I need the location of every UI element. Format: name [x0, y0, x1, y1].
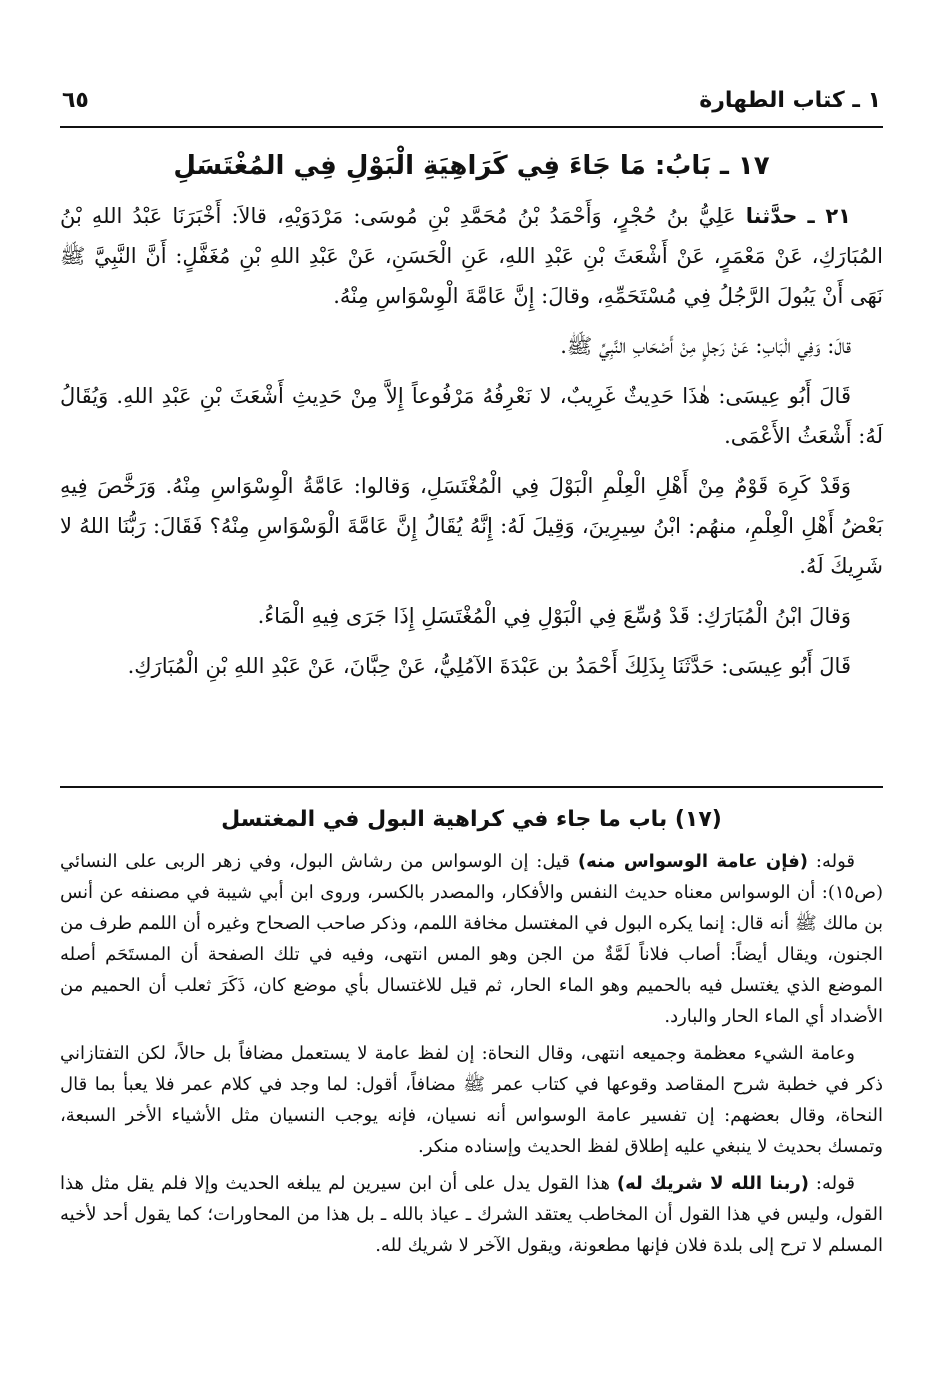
hadith-text: عَلِيُّ بنُ حُجْرٍ، وَأَحْمَدُ بْنُ مُحَمَّدِ بْنِ مُوسَى: مَرْدَوَيْهِ، قالاَ: أَخْبَرَنَا عَبْدُ اللهِ بْنُ المُبَارَكِ، عَنْ مَعْمَرٍ، عَنْ أَشْعَثَ بْنِ عَبْدِ اللهِ، عَنِ الْحَسَنِ، عَنْ عَبْدِ اللهِ بْنِ مُغَفَّلٍ: أَنَّ النَّبِيَّ ﷺ نَهَى أَنْ يَبُولَ الرَّجُلُ فِي مُسْتَحَمِّهِ، وقالَ: إِنَّ عَامَّةَ الْوِسْوَاسِ مِنْهُ. — [60, 204, 883, 308]
commentary-title: (١٧) باب ما جاء في كراهية البول في المغتسل — [221, 807, 722, 832]
commentary-lead: قوله: — [815, 1173, 855, 1194]
page-header — [62, 80, 881, 120]
commentary-divider — [60, 786, 883, 788]
commentary-text — [60, 846, 883, 1267]
commentary-paragraph-1 — [60, 846, 883, 1032]
hadith-paragraph — [60, 196, 883, 316]
paragraph-ibn-mubarak: وَقالَ ابْنُ الْمُبَارَكِ: قَدْ وُسِّعَ فِي الْبَوْلِ فِي الْمُغْتَسَلِ إِذَا جَرَى فِيهِ الْمَاءُ. — [257, 604, 851, 628]
paragraph-scholars: وَقَدْ كَرِهَ قَوْمٌ مِنْ أَهْلِ الْعِلْمِ الْبَوْلَ فِي الْمُغْتَسَلِ، وَقالوا: عَامَّةُ الْوِسْوَاسِ مِنْهُ. وَرَخَّصَ فِيهِ بَعْضُ أَهْلِ الْعِلْمِ، منهُم: ابْنُ سِيرِينَ، وَقِيلَ لَهُ: إِنَّهُ يُقَالُ إِنَّ عَامَّةَ الْوَسْوَاسِ مِنْهُ؟ فَقَالَ: رَبُّنَا اللهُ لا شَرِيكَ لَهُ. — [60, 474, 883, 578]
commentary-paragraph-3 — [60, 1168, 883, 1261]
page-number: ٦٥ — [62, 87, 89, 113]
commentary-paragraph-2: وعامة الشيء معظمة وجميعه انتهى، وقال النحاة: إن لفظ عامة لا يستعمل مضافاً بل حالاً، لكن التفتازاني ذكر في خطبة شرح المقاصد وقوعها في كتاب عمر ﷺ مضافاً، أقول: لما وجد في كلام عمر فلا يعبأ بما قال النحاة، وقال بعضهم: إن تفسير عامة الوسواس أنه نسيان، فإنه يوجب النسيان مثل الأشياء الأخر السبعة، وتمسك بحديث لا ينبغي عليه إطلاق لفظ الحديث وإسناده منكر. — [60, 1043, 883, 1157]
commentary-quote: (ربنا الله لا شريك له) — [616, 1173, 809, 1194]
header-divider — [60, 126, 883, 128]
commentary-body: قيل: إن الوسواس من رشاش البول، وفي زهر الربى على النسائي (ص١٥): أن الوسواس معناه حديث النفس والأفكار، والمصدر بالكسر، وروى ابن أبي شيبة في مصنفه عن أنس بن مالك ﷺ أنه قال: إنما يكره البول في المغتسل مخافة اللمم، وذكر صاحب الصحاح وغيره أن اللمم طرف من الجنون، ويقال أيضاً: أصاب فلاناً لَمَّةٌ من الجن وهو المس انتهى، وفيه في تلك الصفحة أن المستَحَم أصله الموضع الذي يغتسل فيه بالحميم وهو الماء الحار، ثم قيل للاغتسال بأي موضع كان، ذَكَرَ ثعلب أن الحميم من الأضداد أي الماء الحار والبارد. — [60, 851, 883, 1027]
commentary-lead: قوله: — [815, 851, 855, 872]
commentary-body: هذا القول يدل على أن ابن سيرين لم يبلغه الحديث وإلا فلم يقل مثل هذا القول، وليس في هذا القول أن المخاطب يعتقد الشرك ـ عياذ بالله ـ بل هذا من المحاورات؛ كما يقول أحد لأخيه المسلم لا ترح إلى بلدة فلان فإنها مطعونة، ويقول الآخر لا شريك لله. — [60, 1173, 883, 1256]
commentary-quote: (فإن عامة الوسواس منه) — [577, 851, 809, 872]
paragraph-bab: قالَ: وَفِي الْبَابِ: عَنْ رَجلٍ مِنْ أَصْحَابِ النَّبِيِّ ﷺ. — [560, 334, 851, 358]
hadith-lead: حدَّثنا — [745, 204, 798, 228]
hadith-number: ٢١ ـ — [807, 204, 851, 228]
paragraph-abu-isa-1: قَالَ أَبُو عِيسَى: هٰذَا حَدِيثٌ غَرِيبٌ، لا نَعْرِفُهُ مَرْفُوعاً إِلاَّ مِنْ حَدِيثِ أَشْعَثَ بْنِ عَبْدِ اللهِ. وَيُقَالُ لَهُ: أَشْعَثُ الأَعْمَى. — [60, 384, 883, 448]
main-text — [60, 196, 883, 696]
paragraph-abu-isa-2: قَالَ أَبُو عِيسَى: حَدَّثَنَا بِذَلِكَ أَحْمَدُ بن عَبْدَةَ الآمُلِيُّ، عَنْ حِبَّانَ، عَنْ عَبْدِ اللهِ بْنِ الْمُبَارَكِ. — [127, 654, 851, 678]
running-head: ١ ـ كتاب الطهارة — [699, 87, 881, 113]
chapter-title: ١٧ ـ بَابُ: مَا جَاءَ فِي كَرَاهِيَةِ الْبَوْلِ فِي المُغْتَسَلِ — [173, 151, 770, 181]
